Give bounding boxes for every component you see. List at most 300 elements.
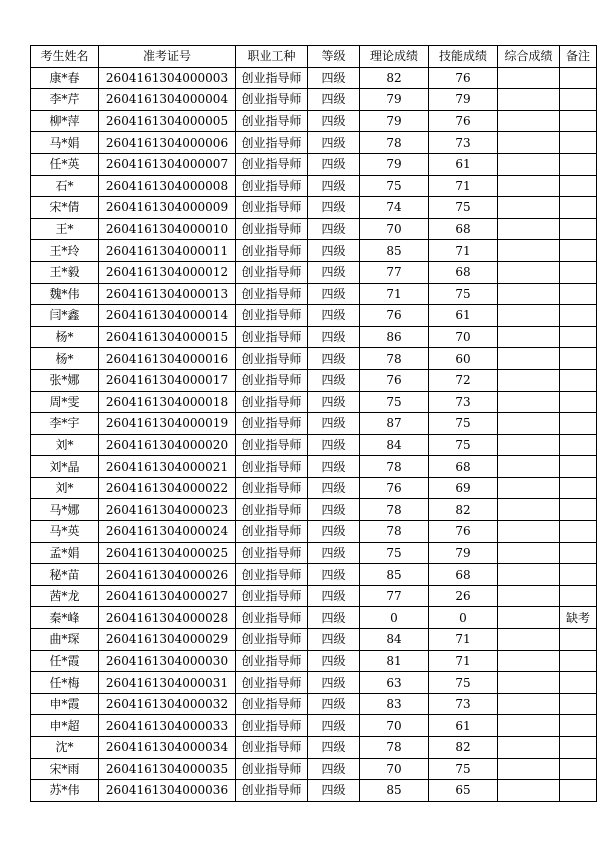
cell-exam-id: 2604161304000010 [99, 218, 236, 240]
cell-name: 任*梅 [31, 672, 99, 694]
table-row [31, 477, 597, 499]
cell-occupation: 创业指导师 [236, 305, 308, 327]
cell-total-score [498, 542, 560, 564]
cell-occupation: 创业指导师 [236, 693, 308, 715]
cell-total-score [498, 218, 560, 240]
cell-total-score [498, 197, 560, 219]
cell-name: 张*娜 [31, 369, 99, 391]
cell-theory-score: 78 [360, 132, 429, 154]
cell-occupation: 创业指导师 [236, 391, 308, 413]
cell-remarks [560, 693, 597, 715]
cell-theory-score: 63 [360, 672, 429, 694]
cell-occupation: 创业指导师 [236, 369, 308, 391]
cell-remarks: 缺考 [560, 607, 597, 629]
cell-occupation: 创业指导师 [236, 326, 308, 348]
cell-occupation: 创业指导师 [236, 650, 308, 672]
cell-level: 四级 [308, 369, 360, 391]
cell-total-score [498, 434, 560, 456]
cell-skill-score: 71 [429, 650, 498, 672]
cell-total-score [498, 672, 560, 694]
cell-exam-id: 2604161304000035 [99, 758, 236, 780]
cell-total-score [498, 715, 560, 737]
cell-name: 宋*雨 [31, 758, 99, 780]
cell-level: 四级 [308, 607, 360, 629]
cell-remarks [560, 629, 597, 651]
cell-remarks [560, 283, 597, 305]
cell-level: 四级 [308, 175, 360, 197]
cell-remarks [560, 240, 597, 262]
cell-level: 四级 [308, 348, 360, 370]
cell-remarks [560, 477, 597, 499]
cell-exam-id: 2604161304000015 [99, 326, 236, 348]
table-row [31, 693, 597, 715]
cell-skill-score: 76 [429, 521, 498, 543]
cell-skill-score: 61 [429, 153, 498, 175]
cell-exam-id: 2604161304000012 [99, 261, 236, 283]
cell-level: 四级 [308, 110, 360, 132]
cell-skill-score: 60 [429, 348, 498, 370]
cell-occupation: 创业指导师 [236, 132, 308, 154]
cell-theory-score: 75 [360, 542, 429, 564]
cell-theory-score: 77 [360, 261, 429, 283]
cell-name: 王* [31, 218, 99, 240]
cell-skill-score: 69 [429, 477, 498, 499]
cell-theory-score: 79 [360, 110, 429, 132]
cell-theory-score: 75 [360, 175, 429, 197]
cell-total-score [498, 348, 560, 370]
cell-total-score [498, 153, 560, 175]
cell-theory-score: 84 [360, 434, 429, 456]
cell-name: 任*霞 [31, 650, 99, 672]
cell-name: 苏*伟 [31, 780, 99, 802]
cell-occupation: 创业指导师 [236, 218, 308, 240]
cell-occupation: 创业指导师 [236, 499, 308, 521]
table-body [31, 67, 597, 801]
cell-skill-score: 68 [429, 456, 498, 478]
cell-remarks [560, 218, 597, 240]
cell-total-score [498, 693, 560, 715]
cell-theory-score: 86 [360, 326, 429, 348]
cell-exam-id: 2604161304000024 [99, 521, 236, 543]
cell-total-score [498, 737, 560, 759]
header-exam-id: 准考证号 [99, 46, 236, 68]
cell-occupation: 创业指导师 [236, 629, 308, 651]
cell-total-score [498, 261, 560, 283]
table-row [31, 391, 597, 413]
cell-skill-score: 71 [429, 240, 498, 262]
cell-skill-score: 73 [429, 693, 498, 715]
cell-name: 秘*苗 [31, 564, 99, 586]
cell-name: 周*雯 [31, 391, 99, 413]
cell-remarks [560, 737, 597, 759]
cell-total-score [498, 369, 560, 391]
cell-level: 四级 [308, 780, 360, 802]
cell-exam-id: 2604161304000006 [99, 132, 236, 154]
cell-remarks [560, 89, 597, 111]
cell-skill-score: 68 [429, 218, 498, 240]
cell-theory-score: 78 [360, 521, 429, 543]
table-row [31, 650, 597, 672]
cell-level: 四级 [308, 521, 360, 543]
cell-exam-id: 2604161304000033 [99, 715, 236, 737]
cell-level: 四级 [308, 542, 360, 564]
cell-skill-score: 73 [429, 132, 498, 154]
cell-theory-score: 74 [360, 197, 429, 219]
cell-remarks [560, 715, 597, 737]
cell-remarks [560, 758, 597, 780]
cell-theory-score: 78 [360, 499, 429, 521]
cell-exam-id: 2604161304000019 [99, 413, 236, 435]
cell-remarks [560, 542, 597, 564]
cell-total-score [498, 499, 560, 521]
cell-exam-id: 2604161304000008 [99, 175, 236, 197]
cell-theory-score: 70 [360, 758, 429, 780]
table-row [31, 153, 597, 175]
table-row [31, 283, 597, 305]
table-row [31, 758, 597, 780]
cell-level: 四级 [308, 89, 360, 111]
cell-exam-id: 2604161304000027 [99, 585, 236, 607]
cell-remarks [560, 585, 597, 607]
cell-theory-score: 85 [360, 240, 429, 262]
cell-occupation: 创业指导师 [236, 780, 308, 802]
cell-name: 秦*峰 [31, 607, 99, 629]
cell-skill-score: 26 [429, 585, 498, 607]
cell-level: 四级 [308, 564, 360, 586]
cell-theory-score: 78 [360, 737, 429, 759]
cell-exam-id: 2604161304000021 [99, 456, 236, 478]
header-level: 等级 [308, 46, 360, 68]
cell-theory-score: 79 [360, 89, 429, 111]
cell-name: 康*春 [31, 67, 99, 89]
cell-theory-score: 70 [360, 715, 429, 737]
cell-exam-id: 2604161304000013 [99, 283, 236, 305]
cell-total-score [498, 650, 560, 672]
cell-occupation: 创业指导师 [236, 607, 308, 629]
cell-remarks [560, 305, 597, 327]
cell-total-score [498, 110, 560, 132]
cell-exam-id: 2604161304000028 [99, 607, 236, 629]
cell-total-score [498, 283, 560, 305]
cell-total-score [498, 326, 560, 348]
cell-skill-score: 75 [429, 758, 498, 780]
cell-remarks [560, 564, 597, 586]
table-row [31, 780, 597, 802]
cell-exam-id: 2604161304000031 [99, 672, 236, 694]
table-row [31, 607, 597, 629]
cell-level: 四级 [308, 261, 360, 283]
cell-name: 马*娜 [31, 499, 99, 521]
cell-name: 沈* [31, 737, 99, 759]
cell-name: 李*芹 [31, 89, 99, 111]
cell-skill-score: 73 [429, 391, 498, 413]
cell-level: 四级 [308, 283, 360, 305]
cell-level: 四级 [308, 132, 360, 154]
cell-occupation: 创业指导师 [236, 542, 308, 564]
header-skill-score: 技能成绩 [429, 46, 498, 68]
cell-total-score [498, 607, 560, 629]
header-theory-score: 理论成绩 [360, 46, 429, 68]
cell-remarks [560, 110, 597, 132]
cell-total-score [498, 585, 560, 607]
cell-remarks [560, 132, 597, 154]
cell-occupation: 创业指导师 [236, 110, 308, 132]
cell-name: 任*英 [31, 153, 99, 175]
cell-total-score [498, 67, 560, 89]
cell-remarks [560, 499, 597, 521]
cell-exam-id: 2604161304000011 [99, 240, 236, 262]
cell-name: 李*宇 [31, 413, 99, 435]
cell-remarks [560, 521, 597, 543]
cell-total-score [498, 391, 560, 413]
cell-name: 柳*萍 [31, 110, 99, 132]
table-row [31, 413, 597, 435]
cell-name: 杨* [31, 348, 99, 370]
cell-occupation: 创业指导师 [236, 585, 308, 607]
table-row [31, 261, 597, 283]
cell-level: 四级 [308, 672, 360, 694]
cell-occupation: 创业指导师 [236, 153, 308, 175]
cell-level: 四级 [308, 585, 360, 607]
cell-skill-score: 79 [429, 542, 498, 564]
cell-occupation: 创业指导师 [236, 261, 308, 283]
cell-theory-score: 71 [360, 283, 429, 305]
cell-occupation: 创业指导师 [236, 521, 308, 543]
table-row [31, 737, 597, 759]
cell-name: 王*毅 [31, 261, 99, 283]
cell-occupation: 创业指导师 [236, 737, 308, 759]
table-row [31, 585, 597, 607]
cell-exam-id: 2604161304000004 [99, 89, 236, 111]
cell-name: 申*超 [31, 715, 99, 737]
cell-skill-score: 71 [429, 175, 498, 197]
cell-total-score [498, 564, 560, 586]
cell-level: 四级 [308, 197, 360, 219]
cell-occupation: 创业指导师 [236, 434, 308, 456]
cell-skill-score: 75 [429, 197, 498, 219]
cell-occupation: 创业指导师 [236, 283, 308, 305]
table-row [31, 456, 597, 478]
cell-total-score [498, 132, 560, 154]
cell-total-score [498, 629, 560, 651]
table-row [31, 218, 597, 240]
table-row [31, 672, 597, 694]
cell-level: 四级 [308, 758, 360, 780]
cell-remarks [560, 348, 597, 370]
cell-total-score [498, 89, 560, 111]
cell-remarks [560, 672, 597, 694]
cell-exam-id: 2604161304000020 [99, 434, 236, 456]
cell-occupation: 创业指导师 [236, 758, 308, 780]
cell-name: 马*英 [31, 521, 99, 543]
cell-skill-score: 82 [429, 737, 498, 759]
cell-exam-id: 2604161304000025 [99, 542, 236, 564]
cell-level: 四级 [308, 153, 360, 175]
table-row [31, 89, 597, 111]
header-total-score: 综合成绩 [498, 46, 560, 68]
table-row [31, 715, 597, 737]
cell-theory-score: 83 [360, 693, 429, 715]
cell-level: 四级 [308, 499, 360, 521]
cell-remarks [560, 67, 597, 89]
cell-skill-score: 71 [429, 629, 498, 651]
cell-level: 四级 [308, 693, 360, 715]
cell-remarks [560, 261, 597, 283]
cell-total-score [498, 305, 560, 327]
cell-exam-id: 2604161304000017 [99, 369, 236, 391]
cell-remarks [560, 153, 597, 175]
cell-total-score [498, 477, 560, 499]
cell-skill-score: 65 [429, 780, 498, 802]
table-row [31, 67, 597, 89]
cell-theory-score: 85 [360, 564, 429, 586]
cell-name: 刘* [31, 477, 99, 499]
table-row [31, 542, 597, 564]
cell-total-score [498, 456, 560, 478]
cell-occupation: 创业指导师 [236, 89, 308, 111]
cell-name: 刘* [31, 434, 99, 456]
cell-exam-id: 2604161304000007 [99, 153, 236, 175]
cell-occupation: 创业指导师 [236, 672, 308, 694]
cell-skill-score: 75 [429, 672, 498, 694]
table-row [31, 434, 597, 456]
cell-skill-score: 61 [429, 715, 498, 737]
table-header-row [31, 46, 597, 68]
header-occupation: 职业工种 [236, 46, 308, 68]
cell-remarks [560, 391, 597, 413]
cell-theory-score: 87 [360, 413, 429, 435]
cell-exam-id: 2604161304000030 [99, 650, 236, 672]
table-row [31, 132, 597, 154]
cell-theory-score: 76 [360, 305, 429, 327]
table-row [31, 348, 597, 370]
table-row [31, 240, 597, 262]
cell-skill-score: 72 [429, 369, 498, 391]
cell-theory-score: 84 [360, 629, 429, 651]
cell-exam-id: 2604161304000023 [99, 499, 236, 521]
cell-name: 申*霞 [31, 693, 99, 715]
cell-theory-score: 85 [360, 780, 429, 802]
cell-skill-score: 82 [429, 499, 498, 521]
cell-exam-id: 2604161304000032 [99, 693, 236, 715]
cell-name: 石* [31, 175, 99, 197]
cell-level: 四级 [308, 218, 360, 240]
cell-theory-score: 81 [360, 650, 429, 672]
cell-name: 宋*倩 [31, 197, 99, 219]
table-row [31, 305, 597, 327]
cell-name: 王*玲 [31, 240, 99, 262]
cell-level: 四级 [308, 650, 360, 672]
cell-theory-score: 82 [360, 67, 429, 89]
cell-skill-score: 75 [429, 434, 498, 456]
cell-exam-id: 2604161304000034 [99, 737, 236, 759]
cell-level: 四级 [308, 391, 360, 413]
cell-skill-score: 68 [429, 261, 498, 283]
header-remarks: 备注 [560, 46, 597, 68]
cell-skill-score: 75 [429, 413, 498, 435]
cell-exam-id: 2604161304000018 [99, 391, 236, 413]
cell-occupation: 创业指导师 [236, 456, 308, 478]
cell-skill-score: 76 [429, 110, 498, 132]
cell-level: 四级 [308, 413, 360, 435]
cell-skill-score: 70 [429, 326, 498, 348]
cell-theory-score: 77 [360, 585, 429, 607]
cell-remarks [560, 369, 597, 391]
cell-level: 四级 [308, 629, 360, 651]
cell-name: 茜*龙 [31, 585, 99, 607]
cell-level: 四级 [308, 434, 360, 456]
cell-remarks [560, 780, 597, 802]
cell-exam-id: 2604161304000005 [99, 110, 236, 132]
cell-total-score [498, 521, 560, 543]
cell-skill-score: 79 [429, 89, 498, 111]
cell-theory-score: 78 [360, 348, 429, 370]
cell-name: 闫*鑫 [31, 305, 99, 327]
score-table [30, 45, 597, 802]
cell-skill-score: 76 [429, 67, 498, 89]
cell-occupation: 创业指导师 [236, 240, 308, 262]
table-row [31, 521, 597, 543]
cell-skill-score: 68 [429, 564, 498, 586]
cell-exam-id: 2604161304000016 [99, 348, 236, 370]
cell-occupation: 创业指导师 [236, 413, 308, 435]
cell-level: 四级 [308, 326, 360, 348]
header-name: 考生姓名 [31, 46, 99, 68]
cell-skill-score: 0 [429, 607, 498, 629]
cell-exam-id: 2604161304000003 [99, 67, 236, 89]
cell-skill-score: 61 [429, 305, 498, 327]
cell-remarks [560, 413, 597, 435]
table-row [31, 197, 597, 219]
cell-total-score [498, 780, 560, 802]
cell-occupation: 创业指导师 [236, 348, 308, 370]
cell-theory-score: 78 [360, 456, 429, 478]
cell-name: 杨* [31, 326, 99, 348]
cell-total-score [498, 758, 560, 780]
cell-level: 四级 [308, 67, 360, 89]
cell-occupation: 创业指导师 [236, 197, 308, 219]
cell-remarks [560, 175, 597, 197]
cell-level: 四级 [308, 305, 360, 327]
cell-theory-score: 76 [360, 477, 429, 499]
cell-exam-id: 2604161304000022 [99, 477, 236, 499]
cell-exam-id: 2604161304000014 [99, 305, 236, 327]
cell-level: 四级 [308, 715, 360, 737]
cell-theory-score: 75 [360, 391, 429, 413]
cell-name: 孟*娟 [31, 542, 99, 564]
cell-exam-id: 2604161304000036 [99, 780, 236, 802]
cell-occupation: 创业指导师 [236, 477, 308, 499]
cell-exam-id: 2604161304000029 [99, 629, 236, 651]
cell-level: 四级 [308, 240, 360, 262]
table-row [31, 326, 597, 348]
cell-occupation: 创业指导师 [236, 67, 308, 89]
cell-remarks [560, 197, 597, 219]
cell-theory-score: 76 [360, 369, 429, 391]
cell-remarks [560, 326, 597, 348]
cell-level: 四级 [308, 477, 360, 499]
cell-name: 魏*伟 [31, 283, 99, 305]
cell-exam-id: 2604161304000026 [99, 564, 236, 586]
cell-name: 刘*晶 [31, 456, 99, 478]
cell-occupation: 创业指导师 [236, 715, 308, 737]
cell-remarks [560, 456, 597, 478]
cell-occupation: 创业指导师 [236, 564, 308, 586]
cell-theory-score: 79 [360, 153, 429, 175]
cell-remarks [560, 650, 597, 672]
cell-total-score [498, 413, 560, 435]
cell-skill-score: 75 [429, 283, 498, 305]
